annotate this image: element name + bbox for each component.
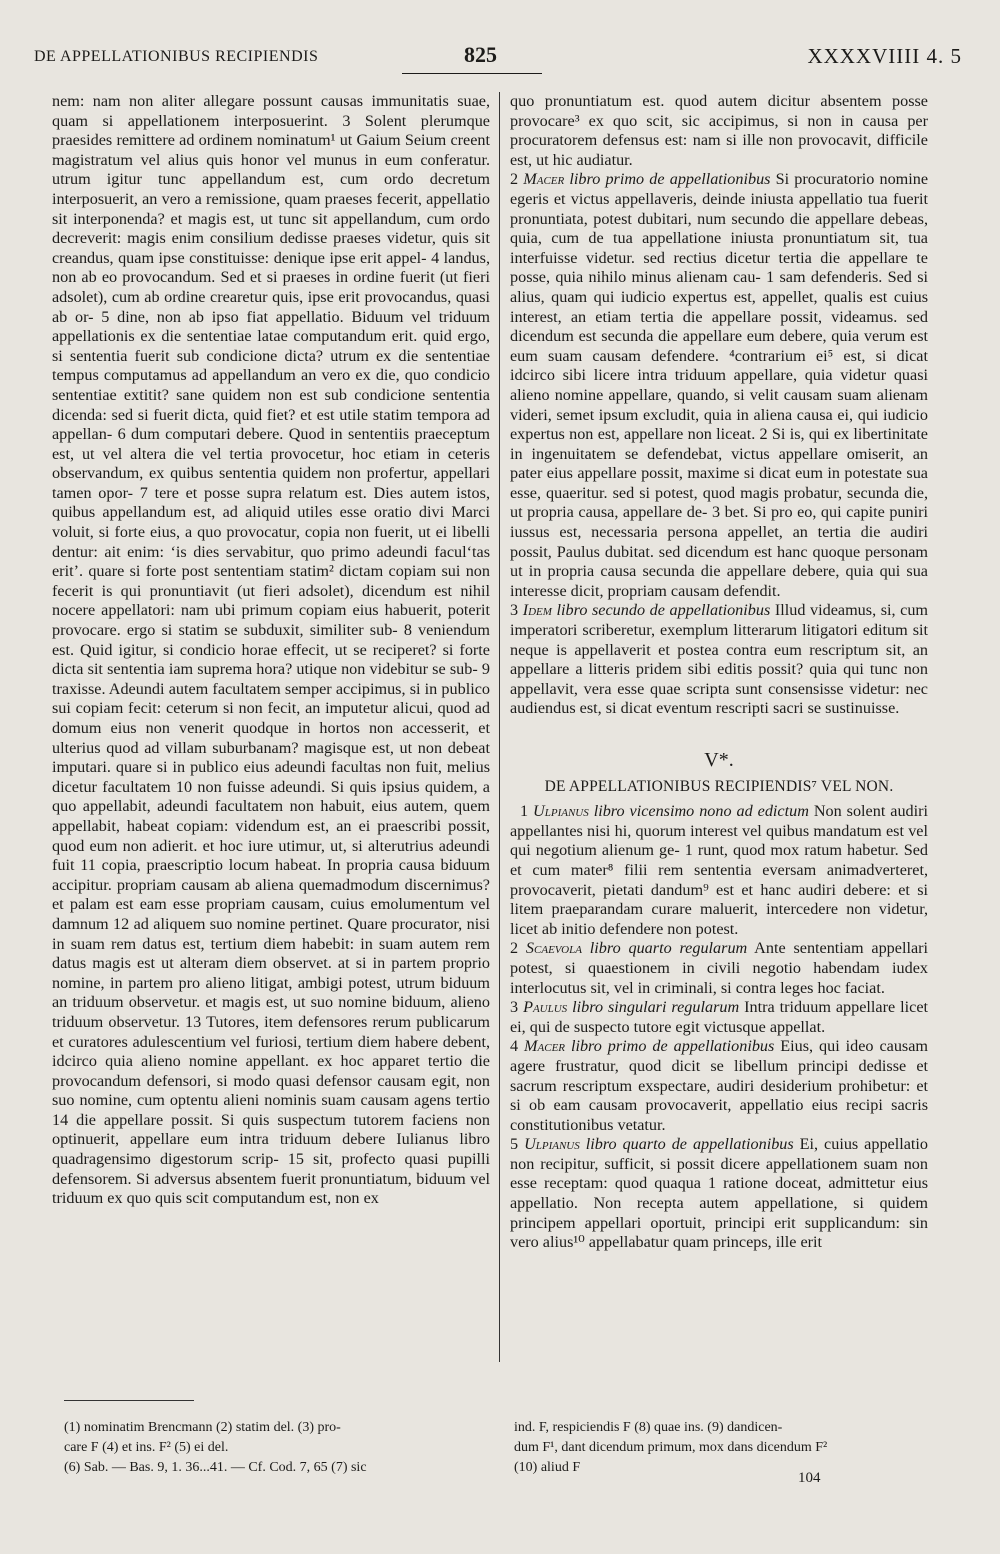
- footnote-rule: [64, 1400, 194, 1401]
- footnote-line: care F (4) et ins. F² (5) ei del.: [64, 1440, 229, 1455]
- work-title: libro singulari regularum: [572, 998, 740, 1017]
- section-paragraph-1: [510, 802, 928, 939]
- paragraph-text: Si procuratorio nomine egeris et victus appellaveris, deinde iniusta appellatio tua fuerit pronuntiata, potest dubitari, num secundo die appellare debeas, quia, cum de tua appellatione iniusta pronuntiatum sit, tua interfuisse videtur. sed rectius dicetur tertia die appellare te posse, quia nihilo minus alienam cau- 1 sam defenderis. Sed si alius, quam qui iudicio expertus est, appellet, qualis est cuius interest, an etiam tertia die appellare possit, videamus. sed dicendum est secunda die appellare eum debere, quia verum est eum suam causam defendere. ⁴contrarium ei⁵ est, si dicat idcirco sibi licere intra triduum appellare, quia videtur quasi alieno nomine appellare, quando, si velit causam suam alienam videri, semet ipsum excludit, quia in aliena causa ei, qui iudicio expertus non est, appellare non liceat. 2 Si is, qui ex libertinitate in ingenuitatem se defendebat, victus appellare omiserit, an pater eius appellare possit, maxime si dicat eum in potestate sua esse, quaeritur. sed si potest, quod magis probatur, secunda die, ut propria causa, appellare de- 3 bet. Si pro eo, qui capite puniri iussus est, necessaria persona appellet, an tertia die audiri possit, Paulus dubitat. sed dicendum est hanc quoque personam ut in propria causa secunda die appellare debere, quia qui sua interesse dicit, propriam causam defendit.: [510, 170, 929, 600]
- section-title: DE APPELLATIONIBUS RECIPIENDIS⁷ VEL NON.: [544, 777, 894, 795]
- paragraph-text: Eius, qui ideo causam agere frustratur, quod dicit se libellum principi dedisse et sacrum rescriptum exspectare, audiri desiderium prohibetur: et si ob eam causam provocaverit, appellatio eius recipi sacris constitutionibus vetatur.: [510, 1037, 928, 1134]
- left-column: [52, 92, 490, 1209]
- paragraph-continuation: quo pronuntiatum est. quod autem dicitur absentem posse provocare³ ex quo scit, sic accipimus, si non in causa per procuratorem defensus est: nam si ille non provocavit, difficile est, ut hic audiatur.: [510, 92, 928, 169]
- paragraph-3: [510, 601, 928, 719]
- footnote-line: (6) Sab. — Bas. 9, 1. 36...41. — Cf. Cod. 7, 65 (7) sic: [64, 1460, 367, 1475]
- author-name: Idem: [522, 601, 552, 620]
- page-number: 825: [464, 42, 497, 67]
- column-divider: [499, 92, 500, 1362]
- author-name: Scaevola: [525, 939, 582, 958]
- author-name: Ulpianus: [533, 802, 589, 821]
- work-title: libro quarto regularum: [589, 939, 748, 958]
- work-title: libro secundo de appellationibus: [556, 601, 771, 620]
- author-name: Macer: [523, 170, 565, 189]
- section-paragraph-5: [510, 1135, 928, 1253]
- running-header: [34, 40, 962, 80]
- footnote-line: ind. F, respiciendis F (8) quae ins. (9) dandicen-: [514, 1420, 783, 1435]
- footnote-line: (1) nominatim Brencmann (2) statim del. (3) pro-: [64, 1420, 341, 1435]
- footnote-line: dum F¹, dant dicendum primum, mox dans dicendum F²: [514, 1440, 828, 1455]
- footnote-line: (10) aliud F: [514, 1460, 581, 1475]
- section-paragraph-4: [510, 1037, 928, 1135]
- paragraph-number: 4: [510, 1037, 519, 1056]
- paragraph-2: [510, 170, 928, 601]
- right-column: [510, 92, 928, 1253]
- paragraph-number: 3: [510, 601, 519, 620]
- signature-mark: 104: [798, 1470, 821, 1486]
- section-paragraph-2: [510, 939, 928, 998]
- author-name: Macer: [524, 1037, 566, 1056]
- paragraph-text: Intra triduum appellare licet ei, qui de suspecto tutore egit victusque appellat.: [510, 998, 929, 1036]
- section-paragraph-3: [510, 998, 928, 1037]
- author-name: Ulpianus: [524, 1135, 580, 1154]
- header-title: DE APPELLATIONIBUS RECIPIENDIS: [34, 48, 319, 65]
- header-reference: XXXXVIIII 4. 5: [807, 44, 962, 68]
- work-title: libro primo de appellationibus: [570, 1037, 775, 1056]
- paragraph-number: 2: [510, 170, 519, 189]
- footnotes-right: [514, 1418, 928, 1478]
- paragraph-number: 1: [520, 802, 529, 821]
- work-title: libro vicensimo nono ad edictum: [593, 802, 809, 821]
- paragraph-text: Ei, cuius appellatio non recipitur, sufficit, si possit dicere appellationem suam non esse receptam: quod quaqua 1 ratione doceat, admittetur eius appellatio. Non recepta autem appellatione, si quidem principem appellari oportuit, principi erit supplicandum: sin vero alius¹⁰ appellabatur quam princeps, ille erit: [510, 1135, 929, 1252]
- paragraph-text: Non solent audiri appellantes nisi hi, quorum interest vel quibus mandatum est vel qui negotium alienum ge- 1 runt, quod mox ratum habetur. Sed et cum mater⁸ filii rem sententia eversam animadverteret, provocaverit, pietati dandum⁹ est et hanc audiri debere: et si litem praeparandam curare maluerit, intercedere non videtur, licet ab initio defendere non potest.: [510, 802, 929, 938]
- paragraph-text: Ante sententiam appellari potest, si quaestionem in civili negotio habendam iudex interlocutus sit, vel in criminali, si contra leges hoc faciat.: [510, 939, 929, 997]
- paragraph-number: 5: [510, 1135, 519, 1154]
- paragraph-text: Illud videamus, si, cum imperatori scriberetur, exemplum litterarum litigatori editum sit neque is appellaverit et postea contra eum rescriptum sit, an appellare a litteris pridem sibi editis possit? quia qui tunc non appellavit, vera esse quae scripta sunt consensisse videtur: nec audiendus est, si dicat eventum rescripti sacri se sustinuisse.: [510, 601, 929, 718]
- paragraph-number: 2: [510, 939, 519, 958]
- work-title: libro quarto de appellationibus: [585, 1135, 794, 1154]
- header-rule: [402, 73, 542, 74]
- section-number: V*.: [704, 749, 734, 771]
- footnotes-left: [64, 1418, 494, 1478]
- author-name: Paulus: [523, 998, 568, 1017]
- work-title: libro primo de appellationibus: [569, 170, 771, 189]
- paragraph-number: 3: [510, 998, 519, 1017]
- left-column-text: nem: nam non aliter allegare possunt causas immunitatis suae, quam si appellationem interposuerint. 3 Solent plerumque praesides remittere ad ordinem nominatum¹ ut Gaium Seium creent magistratum vel alius quis honor vel munus in eum conferatur. utrum igitur tunc appellandum est, cum ordo decretum interposuerit, an vero a remissione, quam praeses fecerit, appellatio sit interponenda? et magis est, ut tunc sit appellandum, cum ordo decreverit: magis enim consilium dedisse praeses videtur, quis sit creandus, quam ipse constituisse: denique ipse erit appel- 4 landus, non ab eo provocandum. Sed et si praeses in ordine fuerit (ut fieri adsolet), cum ab ordine crearetur quis, ipse erit provocandus, quasi ab or- 5 dine, non ab ipso fiat appellatio. Biduum vel triduum appellationis ex die sententiae latae computandum erit. quid ergo, si sententia fuerit sub condicione dicta? utrum ex die sententiae tempus computamus ad appellandum an vero ex die, quo condicio sententiae extitit? sane quidem non est sub condicione sententia dicenda: sed si fuerit dicta, quid fiet? et est utile statim tempora ad appellan- 6 dum computari debere. Quod in sententiis praeceptum est, ut vel altera die vel tertia provocetur, hoc etiam in ceteris observandum, ex quibus sententia quidem non profertur, appellari tamen opor- 7 tere et posse supra relatum est. Dies autem istos, quibus appellandum est, ad aliquid utiles esse oratio divi Marci voluit, si forte eius, a quo provocatur, copia non fuerit, ut ei libelli dentur: ait enim: ‘is dies servabitur, quo primo adeundi facul‘tas erit’. quare si forte post sententiam statim² dictam copiam sui non fecerit is qui pronuntiavit (ut fieri adsolet), dicendum est nihil nocere appellatori: nam ubi primum copiam eius habuerit, poterit provocare. ergo si statim se subduxit, similiter sub- 8 veniendum est. Quid igitur, si condicio horae effecit, ut se reciperet? si forte dicta sit sententia iam suprema hora? utique non videbitur se sub- 9 traxisse. Adeundi autem facultatem semper accipimus, si in publico sui copiam fecit: ceterum si non fecit, an imputetur alicui, quod ad domum eius non venerit quodque in hortos non accesserit, et ulterius quod ad villam suburbanam? magisque est, ut non debeat imputari. quare si in publico eius adeundi facultas non fuit, melius dicetur facultatem 10 non fuisse adeundi. Si quis ipsius quidem, a quo appellabit, adeundi facultatem non habuit, eius autem, quem appellabit, habeat copiam: videndum est, an ei praescribi possit, quod eum non adierit. et hoc iure utimur, ut, si alterutrius adeundi fuit 11 copia, praescriptio locum habeat. In propria causa biduum accipitur. propriam causam ab aliena quemadmodum discernimus? et palam est eam esse propriam causam, cuius emolumentum vel damnum 12 ad aliquem suo nomine pertinet. Quare procurator, nisi in suam rem datus est, tertium diem habebit: in suam autem rem datus magis est ut alteram diem observet. at si in partem proprio nomine, in partem pro alieno litigat, ambigi potest, utrum biduum an triduum observetur. et magis est, ut suo nomine biduum, alieno triduum observetur. 13 Tutores, item defensores rerum publicarum et curatores adulescentium vel furiosi, tertium diem habere debent, idcirco quia alieno nomine appellant. ex hoc apparet tertio die provocandum defensori, si modo quasi defensor causam egit, non suo nomine, cum optentu alieni nominis suam causam agens tertio 14 die appellare possit. Si quis suspectum tutorem faciens non optinuerit, appellare eum intra triduum debere Iulianus libro quadragensimo digestorum scrip- 15 sit, profecto quasi pupilli defensorem. Si adversus absentem fuerit pronuntiatum, biduum vel triduum ex quo quis scit computandum est, non ex: [52, 92, 490, 1208]
